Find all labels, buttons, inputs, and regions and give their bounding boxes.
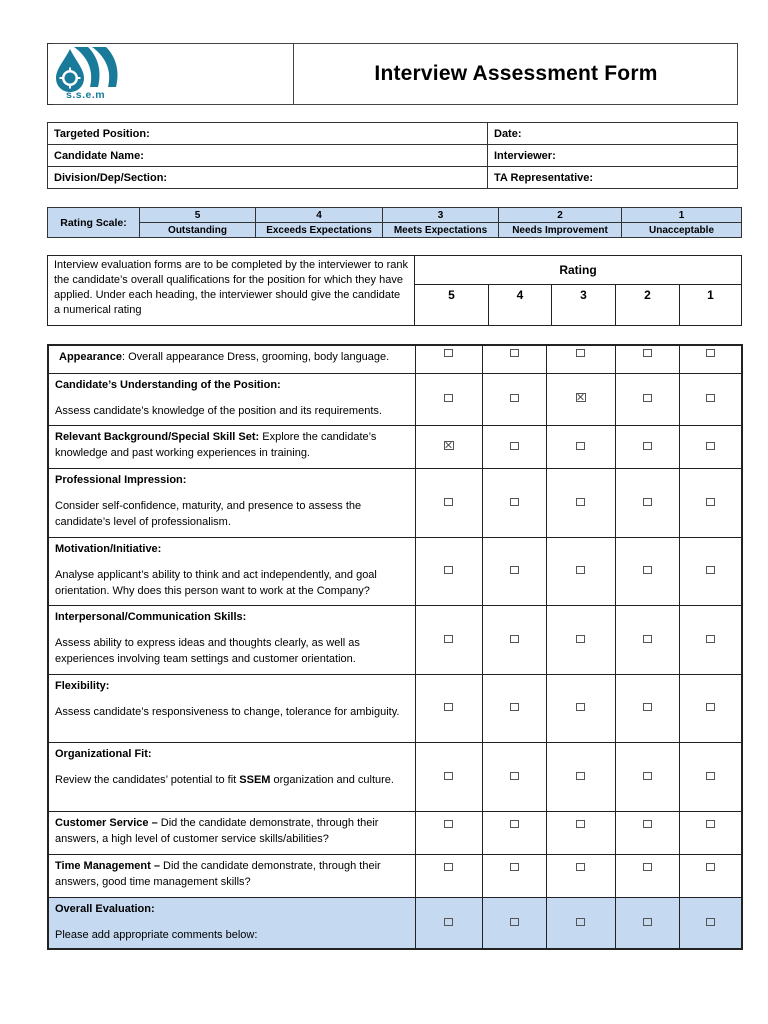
checkbox-icon[interactable]	[643, 498, 652, 506]
checkbox-icon[interactable]	[444, 918, 453, 926]
checkbox-icon[interactable]	[643, 566, 652, 574]
rating-cell-5	[415, 811, 482, 854]
criterion-subtext: Analyse applicant’s ability to think and act independently, and goal orientation. Why does this person want to work at the Company?	[55, 568, 377, 597]
criterion-heading	[55, 858, 409, 890]
criterion-inline-text: Did the candidate demonstrate, through their answers, good time management skills?	[55, 859, 381, 888]
criterion-row	[48, 674, 742, 742]
criterion-description	[48, 854, 415, 897]
rating-cell-2	[615, 897, 679, 949]
page-title: Interview Assessment Form	[374, 62, 658, 85]
criterion-heading	[55, 901, 409, 917]
checkbox-icon[interactable]	[576, 349, 585, 357]
rating-col-1: 1	[680, 285, 742, 326]
rating-header: Rating	[415, 256, 742, 285]
logo-text: s.s.e.m	[66, 89, 106, 101]
checkbox-icon[interactable]	[576, 918, 585, 926]
criterion-description	[48, 605, 415, 674]
rating-col-4: 4	[489, 285, 552, 326]
criterion-title: Relevant Background/Special Skill Set:	[55, 430, 260, 443]
rating-cell-5	[415, 468, 482, 537]
rating-cell-4	[482, 674, 546, 742]
checkbox-icon[interactable]	[576, 498, 585, 506]
rating-cell-5	[415, 537, 482, 605]
checkbox-icon[interactable]	[510, 918, 519, 926]
rating-cell-5	[415, 897, 482, 949]
checkbox-icon[interactable]	[706, 442, 715, 450]
scale-value-3: 3	[383, 208, 499, 223]
rating-col-5: 5	[415, 285, 489, 326]
rating-cell-5	[415, 425, 482, 468]
checkbox-icon[interactable]	[510, 349, 519, 357]
scale-label-4: Exceeds Expectations	[256, 223, 383, 238]
rating-cell-4	[482, 425, 546, 468]
scale-value-4: 4	[256, 208, 383, 223]
checkbox-icon[interactable]	[444, 703, 453, 711]
criterion-subtext	[55, 772, 409, 788]
candidate-name-field[interactable]: Candidate Name:	[48, 145, 488, 167]
criterion-subtext: Please add appropriate comments below:	[55, 928, 258, 941]
rating-cell-4	[482, 537, 546, 605]
checkbox-icon[interactable]	[510, 442, 519, 450]
checkbox-icon[interactable]	[510, 863, 519, 871]
checked-box-icon[interactable]	[576, 393, 586, 402]
instructions-table	[47, 255, 742, 326]
criterion-subtext-part: organization and culture.	[270, 773, 394, 786]
checkbox-icon[interactable]	[510, 566, 519, 574]
division-field[interactable]: Division/Dep/Section:	[48, 167, 488, 189]
rating-cell-4	[482, 811, 546, 854]
checkbox-icon[interactable]	[643, 442, 652, 450]
checkbox-icon[interactable]	[576, 703, 585, 711]
criterion-description	[48, 373, 415, 425]
checkbox-icon[interactable]	[510, 703, 519, 711]
rating-cell-1	[679, 854, 742, 897]
info-row	[48, 123, 738, 145]
rating-col-3: 3	[552, 285, 616, 326]
rating-cell-5	[415, 674, 482, 742]
criterion-row	[48, 425, 742, 468]
rating-cell-3	[546, 674, 615, 742]
criterion-description	[48, 425, 415, 468]
company-logo	[54, 45, 134, 103]
checkbox-icon[interactable]	[706, 918, 715, 926]
rating-cell-4	[482, 742, 546, 811]
checkbox-icon[interactable]	[643, 863, 652, 871]
criterion-heading	[55, 429, 409, 461]
rating-cell-2	[615, 854, 679, 897]
rating-col-2: 2	[616, 285, 680, 326]
criterion-heading	[55, 678, 409, 694]
criterion-heading	[55, 609, 409, 625]
checkbox-icon[interactable]	[643, 394, 652, 402]
checkbox-icon[interactable]	[643, 703, 652, 711]
rating-cell-3	[546, 537, 615, 605]
criterion-heading	[55, 541, 409, 557]
rating-cell-1	[679, 897, 742, 949]
criterion-subtext-part: Review the candidates’ potential to fit	[55, 773, 240, 786]
criterion-inline-text: Explore the candidate’s knowledge and past working experiences in training.	[55, 430, 377, 459]
checkbox-icon[interactable]	[444, 863, 453, 871]
checkbox-icon[interactable]	[576, 635, 585, 643]
checkbox-icon[interactable]	[444, 498, 453, 506]
criterion-title: Organizational Fit:	[55, 747, 152, 760]
scale-value-2: 2	[499, 208, 622, 223]
rating-cell-4	[482, 605, 546, 674]
checkbox-icon[interactable]	[706, 394, 715, 402]
rating-cell-4	[482, 897, 546, 949]
info-row	[48, 167, 738, 189]
criterion-title: Interpersonal/Communication Skills:	[55, 610, 247, 623]
criterion-separator: :	[121, 351, 129, 363]
overall-evaluation-row	[48, 897, 742, 949]
scale-label-5: Outstanding	[140, 223, 256, 238]
criterion-row	[48, 537, 742, 605]
criterion-subtext: Assess ability to express ideas and thoughts clearly, as well as experiences involving team settings and customer orientation.	[55, 636, 360, 665]
rating-scale-label: Rating Scale:	[48, 208, 140, 238]
checkbox-icon[interactable]	[643, 349, 652, 357]
checkbox-icon[interactable]	[576, 820, 585, 828]
criterion-subtext: Assess candidate’s knowledge of the position and its requirements.	[55, 404, 382, 417]
criterion-heading	[55, 746, 409, 762]
criterion-heading	[55, 472, 409, 488]
info-row	[48, 145, 738, 167]
checkbox-icon[interactable]	[576, 772, 585, 780]
criterion-title: Customer Service –	[55, 816, 158, 829]
criterion-inline-text: Overall appearance Dress, grooming, body language.	[128, 351, 390, 363]
criterion-title: Appearance	[59, 351, 122, 363]
criterion-heading	[55, 815, 409, 847]
scale-value-5: 5	[140, 208, 256, 223]
checkbox-icon[interactable]	[706, 566, 715, 574]
criterion-description	[48, 345, 415, 373]
date-field[interactable]: Date:	[488, 123, 738, 145]
rating-cell-1	[679, 468, 742, 537]
checkbox-icon[interactable]	[510, 635, 519, 643]
targeted-position-field[interactable]: Targeted Position:	[48, 123, 488, 145]
checkbox-icon[interactable]	[643, 772, 652, 780]
criterion-row	[48, 605, 742, 674]
scale-label-1: Unacceptable	[622, 223, 742, 238]
interviewer-field[interactable]: Interviewer:	[488, 145, 738, 167]
scale-label-3: Meets Expectations	[383, 223, 499, 238]
checkbox-icon[interactable]	[643, 918, 652, 926]
rating-cell-2	[615, 742, 679, 811]
criterion-row	[48, 854, 742, 897]
rating-cell-1	[679, 742, 742, 811]
criterion-title: Overall Evaluation:	[55, 902, 155, 915]
checkbox-icon[interactable]	[510, 820, 519, 828]
rating-cell-4	[482, 373, 546, 425]
checkbox-icon[interactable]	[444, 772, 453, 780]
instructions-text: Interview evaluation forms are to be completed by the interviewer to rank the candidate’s overall qualifications for the position for which they have applied. Under each heading, the interviewer should give the candidate a numerical rating	[48, 256, 415, 326]
checked-box-icon[interactable]	[444, 441, 454, 450]
criterion-description	[48, 897, 415, 949]
rating-cell-5	[415, 854, 482, 897]
checkbox-icon[interactable]	[706, 772, 715, 780]
criterion-row	[48, 811, 742, 854]
rating-cell-4	[482, 345, 546, 373]
rating-cell-2	[615, 537, 679, 605]
rating-cell-1	[679, 345, 742, 373]
rating-cell-3	[546, 742, 615, 811]
checkbox-icon[interactable]	[706, 703, 715, 711]
rating-cell-3	[546, 605, 615, 674]
criterion-title: Flexibility:	[55, 679, 110, 692]
rating-cell-5	[415, 373, 482, 425]
scale-label-2: Needs Improvement	[499, 223, 622, 238]
checkbox-icon[interactable]	[706, 863, 715, 871]
rating-cell-5	[415, 742, 482, 811]
criterion-subtext: Assess candidate’s responsiveness to change, tolerance for ambiguity.	[55, 705, 400, 718]
rating-cell-1	[679, 425, 742, 468]
checkbox-icon[interactable]	[706, 635, 715, 643]
checkbox-icon[interactable]	[576, 566, 585, 574]
rating-cell-3	[546, 854, 615, 897]
criterion-title: Motivation/Initiative:	[55, 542, 162, 555]
criterion-inline-text: Did the candidate demonstrate, through their answers, a high level of customer service skills/abilities?	[55, 816, 379, 845]
criterion-subtext-part: SSEM	[239, 773, 271, 786]
criterion-description	[48, 811, 415, 854]
checkbox-icon[interactable]	[576, 442, 585, 450]
rating-cell-3	[546, 468, 615, 537]
checkbox-icon[interactable]	[576, 863, 585, 871]
rating-cell-5	[415, 345, 482, 373]
criterion-subtext: Consider self-confidence, maturity, and presence to assess the candidate’s level of professionalism.	[55, 499, 362, 528]
checkbox-icon[interactable]	[643, 820, 652, 828]
rating-scale-table	[47, 207, 742, 238]
rating-cell-2	[615, 674, 679, 742]
rating-cell-4	[482, 854, 546, 897]
checkbox-icon[interactable]	[444, 349, 453, 357]
rating-cell-3	[546, 425, 615, 468]
criterion-row	[48, 373, 742, 425]
criterion-description	[48, 742, 415, 811]
candidate-info-table	[47, 122, 738, 189]
criterion-heading	[55, 377, 409, 393]
rating-cell-3	[546, 897, 615, 949]
rating-cell-2	[615, 373, 679, 425]
rating-cell-2	[615, 345, 679, 373]
rating-cell-2	[615, 811, 679, 854]
assessment-grid	[47, 344, 743, 950]
criterion-row	[48, 345, 742, 373]
rating-cell-3	[546, 373, 615, 425]
checkbox-icon[interactable]	[510, 498, 519, 506]
header-bracket	[47, 43, 53, 105]
checkbox-icon[interactable]	[706, 498, 715, 506]
criterion-row	[48, 468, 742, 537]
scale-value-1: 1	[622, 208, 742, 223]
criterion-description	[48, 537, 415, 605]
rating-cell-2	[615, 425, 679, 468]
ta-representative-field[interactable]: TA Representative:	[488, 167, 738, 189]
criterion-row	[48, 742, 742, 811]
rating-cell-1	[679, 537, 742, 605]
rating-cell-1	[679, 811, 742, 854]
criterion-heading	[55, 349, 409, 365]
criterion-description	[48, 468, 415, 537]
checkbox-icon[interactable]	[510, 394, 519, 402]
rating-cell-5	[415, 605, 482, 674]
rating-cell-1	[679, 674, 742, 742]
criterion-description	[48, 674, 415, 742]
checkbox-icon[interactable]	[444, 566, 453, 574]
rating-cell-2	[615, 468, 679, 537]
rating-cell-1	[679, 605, 742, 674]
checkbox-icon[interactable]	[706, 820, 715, 828]
checkbox-icon[interactable]	[444, 820, 453, 828]
rating-cell-4	[482, 468, 546, 537]
checkbox-icon[interactable]	[643, 635, 652, 643]
rating-cell-3	[546, 345, 615, 373]
checkbox-icon[interactable]	[444, 635, 453, 643]
checkbox-icon[interactable]	[444, 394, 453, 402]
checkbox-icon[interactable]	[510, 772, 519, 780]
criterion-title: Professional Impression:	[55, 473, 187, 486]
criterion-title: Candidate’s Understanding of the Position:	[55, 378, 281, 391]
rating-cell-2	[615, 605, 679, 674]
criterion-title: Time Management –	[55, 859, 160, 872]
checkbox-icon[interactable]	[706, 349, 715, 357]
rating-cell-3	[546, 811, 615, 854]
rating-cell-1	[679, 373, 742, 425]
